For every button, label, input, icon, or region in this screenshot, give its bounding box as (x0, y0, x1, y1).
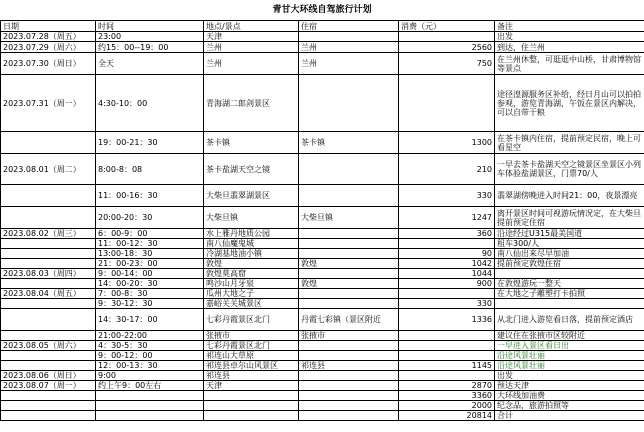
itinerary-table (0, 20, 644, 421)
cell-date[interactable]: 2023.07.31（周一） (1, 75, 96, 132)
cell-stay[interactable] (299, 249, 399, 259)
table-row (1, 207, 644, 229)
cell-place[interactable]: 天津 (204, 381, 299, 391)
cell-stay[interactable] (299, 411, 399, 421)
cell-date[interactable]: 2023.08.07（周一） (1, 381, 96, 391)
cell-cost[interactable]: 1300 (399, 132, 495, 154)
table-row (1, 269, 644, 279)
cell-time[interactable]: 6：00-9：00 (96, 229, 204, 239)
cell-cost[interactable] (399, 289, 495, 299)
cell-note[interactable]: 离开景区时间可视游玩情况定，在大柴旦提前预定住宿 (495, 207, 644, 229)
cell-stay[interactable] (299, 401, 399, 411)
cell-cost[interactable]: 90 (399, 249, 495, 259)
cell-note[interactable]: 一早进入景区看日出 (495, 341, 644, 351)
table-row (1, 381, 644, 391)
cell-stay[interactable] (299, 391, 399, 401)
cell-time[interactable]: 13:00-18：30 (96, 249, 204, 259)
cell-date[interactable] (1, 361, 96, 371)
cell-date[interactable]: 2023.07.29（周六） (1, 42, 96, 53)
cell-stay[interactable] (299, 341, 399, 351)
cell-cost[interactable] (399, 341, 495, 351)
cell-stay[interactable]: 兰州 (299, 42, 399, 53)
cell-time[interactable]: 4:30-10：00 (96, 75, 204, 132)
cell-time[interactable]: 约上午9：00左右 (96, 381, 204, 391)
cell-place[interactable]: 水上雅丹地质公园 (204, 229, 299, 239)
table-row (1, 391, 644, 401)
cell-date[interactable] (1, 249, 96, 259)
table-row (1, 361, 644, 371)
cell-note[interactable]: 大环线加油费 (495, 391, 644, 401)
cell-date[interactable]: 2023.07.30（周日） (1, 53, 96, 75)
cell-place[interactable]: 嘉峪关关城景区 (204, 299, 299, 309)
cell-time[interactable]: 19：00-21：30 (96, 132, 204, 154)
header-row (1, 21, 644, 32)
cell-cost[interactable]: 360 (399, 229, 495, 239)
cell-place[interactable] (204, 411, 299, 421)
cell-time[interactable] (96, 411, 204, 421)
cell-note[interactable]: 翡翠湖傍晚进入时间21：00，夜景漂亮 (495, 185, 644, 207)
table-row (1, 185, 644, 207)
cell-place[interactable]: 七彩丹霞景区北门 (204, 341, 299, 351)
table-row (1, 371, 644, 381)
cell-cost[interactable]: 750 (399, 53, 495, 75)
cell-date[interactable]: 2023.08.06（周日） (1, 371, 96, 381)
cell-cost[interactable] (399, 32, 495, 42)
cell-cost[interactable]: 2000 (399, 401, 495, 411)
header-date[interactable]: 日期 (1, 21, 96, 32)
cell-time[interactable]: 约15：00--19：00 (96, 42, 204, 53)
cell-date[interactable]: 2023.07.28（周五） (1, 32, 96, 42)
cell-note[interactable]: 建议住在张掖市区较附近 (495, 331, 644, 341)
cell-stay[interactable]: 张掖市 (299, 331, 399, 341)
cell-time[interactable]: 8:00-8：08 (96, 154, 204, 185)
cell-cost[interactable] (399, 351, 495, 361)
cell-stay[interactable] (299, 239, 399, 249)
cell-note[interactable]: 出发 (495, 32, 644, 42)
table-row (1, 239, 644, 249)
cell-note[interactable] (495, 269, 644, 279)
cell-date[interactable]: 2023.08.03（周四） (1, 269, 96, 279)
table-row (1, 411, 644, 421)
cell-cost[interactable] (399, 371, 495, 381)
cell-note[interactable] (495, 299, 644, 309)
table-row (1, 32, 644, 42)
cell-cost[interactable]: 1336 (399, 309, 495, 331)
cell-place[interactable]: 鸣沙山月牙泉 (204, 279, 299, 289)
cell-place[interactable]: 七彩丹霞景区北门 (204, 309, 299, 331)
cell-cost[interactable]: 210 (399, 154, 495, 185)
cell-place[interactable] (204, 401, 299, 411)
cell-cost[interactable]: 1247 (399, 207, 495, 229)
cell-note[interactable]: 在大地之子雕塑打卡拍照 (495, 289, 644, 299)
cell-time[interactable]: 9：30-12：30 (96, 299, 204, 309)
cell-date[interactable]: 2023.08.01（周二） (1, 154, 96, 185)
cell-stay[interactable]: 兰州 (299, 53, 399, 75)
cell-cost[interactable]: 1042 (399, 259, 495, 269)
cell-time[interactable]: 全天 (96, 53, 204, 75)
cell-time[interactable]: 21:00-22:00 (96, 331, 204, 341)
cell-place[interactable]: 青海湖二郎剑景区 (204, 75, 299, 132)
cell-note[interactable]: 在茶卡镇内住宿，提前预定民宿，晚上可看星空 (495, 132, 644, 154)
cell-stay[interactable] (299, 32, 399, 42)
cell-place[interactable]: 天津 (204, 32, 299, 42)
cell-place[interactable]: 张掖市 (204, 331, 299, 341)
cell-date[interactable] (1, 411, 96, 421)
cell-note[interactable]: 到达，住兰州 (495, 42, 644, 53)
cell-place[interactable]: 敦煌 (204, 259, 299, 269)
table-row (1, 154, 644, 185)
table-row (1, 309, 644, 331)
cell-note[interactable]: 在敦煌游玩一整天 (495, 279, 644, 289)
cell-cost[interactable]: 1145 (399, 361, 495, 371)
cell-cost[interactable]: 330 (399, 299, 495, 309)
cell-cost[interactable]: 2560 (399, 42, 495, 53)
cell-stay[interactable] (299, 351, 399, 361)
cell-cost[interactable] (399, 331, 495, 341)
cell-place[interactable]: 兰州 (204, 42, 299, 53)
cell-note[interactable]: 在兰州休整，可逛逛中山桥，甘肃博物馆等景点 (495, 53, 644, 75)
table-row (1, 331, 644, 341)
table-row (1, 53, 644, 75)
cell-time[interactable] (96, 391, 204, 401)
cell-stay[interactable]: 茶卡镇 (299, 132, 399, 154)
table-row (1, 401, 644, 411)
cell-time[interactable]: 14：30-17：00 (96, 309, 204, 331)
table-row (1, 229, 644, 239)
cell-place[interactable]: 茶卡盐湖天空之镜 (204, 154, 299, 185)
cell-cost[interactable] (399, 75, 495, 132)
cell-time[interactable]: 21：00-23：00 (96, 259, 204, 269)
cell-cost[interactable]: 330 (399, 185, 495, 207)
cell-note[interactable]: 出发 (495, 371, 644, 381)
cell-place[interactable]: 南八仙魔鬼城 (204, 239, 299, 249)
cell-place[interactable]: 祁连县卓尔山风景区 (204, 361, 299, 371)
cell-stay[interactable] (299, 371, 399, 381)
cell-stay[interactable] (299, 289, 399, 299)
cell-date[interactable] (1, 279, 96, 289)
header-time[interactable]: 时间 (96, 21, 204, 32)
cell-note[interactable]: 沿途经过U315最美国道 (495, 229, 644, 239)
cell-place[interactable]: 茶卡镇 (204, 132, 299, 154)
cell-time[interactable]: 9：00-12：00 (96, 351, 204, 361)
cell-note[interactable]: 租车300/人 (495, 239, 644, 249)
cell-stay[interactable]: 大柴旦镇 (299, 207, 399, 229)
header-cost[interactable]: 消费（元） (399, 21, 495, 32)
cell-time[interactable]: 7：00-8：30 (96, 289, 204, 299)
table-row (1, 299, 644, 309)
header-stay[interactable]: 住宿 (299, 21, 399, 32)
cell-stay[interactable] (299, 229, 399, 239)
cell-note[interactable]: 沿途风景壮丽 (495, 351, 644, 361)
cell-place[interactable]: 冷湖基地油小镇 (204, 249, 299, 259)
cell-date[interactable] (1, 309, 96, 331)
cell-time[interactable]: 14：00-20：30 (96, 279, 204, 289)
cell-date[interactable] (1, 239, 96, 249)
cell-cost[interactable] (399, 239, 495, 249)
table-row (1, 75, 644, 132)
cell-date[interactable] (1, 299, 96, 309)
cell-time[interactable]: 9：00-14：00 (96, 269, 204, 279)
cell-cost[interactable]: 2870 (399, 381, 495, 391)
cell-stay[interactable] (299, 299, 399, 309)
cell-place[interactable]: 大柴旦翡翠湖景区 (204, 185, 299, 207)
cell-note[interactable]: 预达天津 (495, 381, 644, 391)
cell-place[interactable]: 兰州 (204, 53, 299, 75)
cell-stay[interactable] (299, 381, 399, 391)
cell-cost[interactable]: 20814 (399, 411, 495, 421)
cell-stay[interactable] (299, 185, 399, 207)
cell-date[interactable]: 2023.08.02（周三） (1, 229, 96, 239)
table-row (1, 132, 644, 154)
cell-note[interactable]: 一早去茶卡盐湖天空之镜景区坐景区小列车体验盐湖景区，门票70/人 (495, 154, 644, 185)
cell-cost[interactable]: 3360 (399, 391, 495, 401)
table-row (1, 289, 644, 299)
cell-date[interactable]: 2023.08.04（周五） (1, 289, 96, 299)
table-row (1, 279, 644, 289)
cell-date[interactable] (1, 401, 96, 411)
table-row (1, 249, 644, 259)
header-note[interactable]: 备注 (495, 21, 644, 32)
cell-stay[interactable]: 丹霞七彩镇（景区附近 (299, 309, 399, 331)
table-row (1, 42, 644, 53)
table-row (1, 259, 644, 269)
cell-time[interactable]: 11：00-12：30 (96, 239, 204, 249)
cell-note[interactable]: 提前预定敦煌住宿 (495, 259, 644, 269)
cell-date[interactable] (1, 207, 96, 229)
cell-time[interactable] (96, 401, 204, 411)
cell-note[interactable]: 沿途风景壮丽 (495, 361, 644, 371)
cell-place[interactable]: 大柴旦镇 (204, 207, 299, 229)
cell-date[interactable] (1, 259, 96, 269)
cell-cost[interactable]: 1044 (399, 269, 495, 279)
cell-note[interactable]: 从北门进入游览看日落，提前预定酒店 (495, 309, 644, 331)
cell-date[interactable] (1, 132, 96, 154)
cell-date[interactable] (1, 351, 96, 361)
cell-note[interactable]: 合计 (495, 411, 644, 421)
cell-time[interactable]: 23:00 (96, 32, 204, 42)
cell-stay[interactable] (299, 75, 399, 132)
cell-time[interactable]: 12：00-13：30 (96, 361, 204, 371)
cell-note[interactable]: 南八仙出来尽早加油 (495, 249, 644, 259)
cell-time[interactable]: 9:00 (96, 371, 204, 381)
cell-date[interactable] (1, 391, 96, 401)
cell-stay[interactable]: 祁连县 (299, 361, 399, 371)
header-place[interactable]: 地点/景点 (204, 21, 299, 32)
cell-time[interactable]: 20:00-20：30 (96, 207, 204, 229)
cell-stay[interactable]: 敦煌 (299, 259, 399, 269)
cell-time[interactable]: 11：00-16：30 (96, 185, 204, 207)
cell-time[interactable]: 4：30-5：30 (96, 341, 204, 351)
cell-note[interactable]: 途径湟源服务区补给，经日月山可以拍拍参观，游览青海湖，午饭在景区内解决，可以自带干粮 (495, 75, 644, 132)
cell-place[interactable] (204, 391, 299, 401)
cell-place[interactable]: 敦煌莫高窟 (204, 269, 299, 279)
cell-note[interactable]: 纪念品，旅游拍照等 (495, 401, 644, 411)
cell-date[interactable] (1, 331, 96, 341)
sheet-title: 青甘大环线自驾旅行计划 (0, 0, 644, 21)
cell-place[interactable]: 瓜州大地之子 (204, 289, 299, 299)
cell-cost[interactable]: 900 (399, 279, 495, 289)
cell-stay[interactable] (299, 154, 399, 185)
cell-date[interactable] (1, 185, 96, 207)
cell-place[interactable]: 祁连县 (204, 371, 299, 381)
cell-stay[interactable]: 敦煌 (299, 279, 399, 289)
table-row (1, 341, 644, 351)
cell-stay[interactable] (299, 269, 399, 279)
table-row (1, 351, 644, 361)
cell-date[interactable]: 2023.08.05（周六） (1, 341, 96, 351)
cell-place[interactable]: 祁连山大草原 (204, 351, 299, 361)
